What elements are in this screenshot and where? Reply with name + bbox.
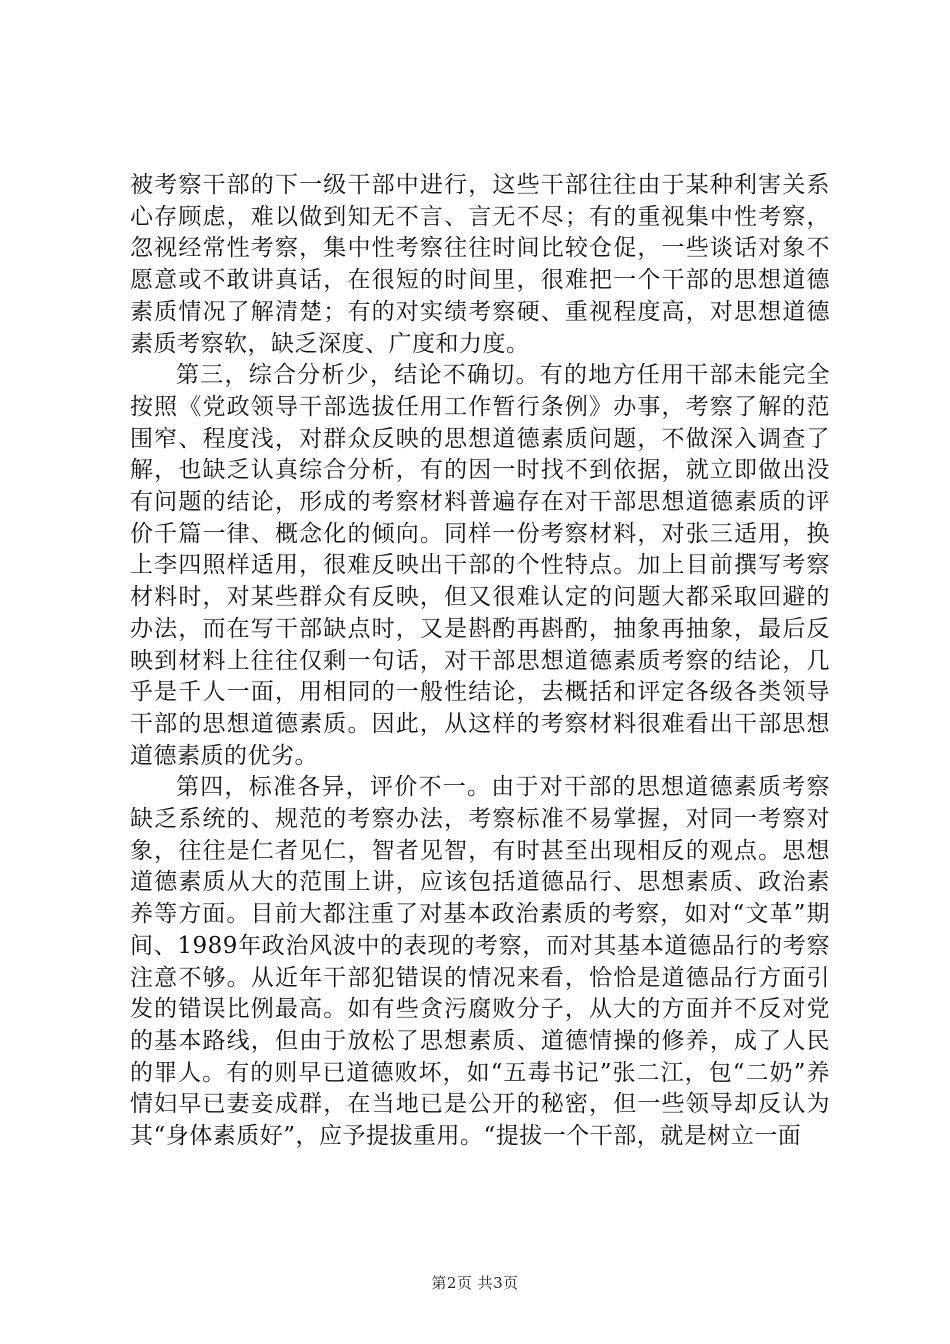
document-body (130, 170, 830, 1153)
paragraph-continuation: 被考察干部的下一级干部中进行，这些干部往往由于某种利害关系心存顾虑，难以做到知无不言、言无不尽；有的重视集中性考察，忽视经常性考察，集中性考察往往时间比较仓促，一些谈话对象不愿意或不敢讲真话，在很短的时间里，很难把一个干部的思想道德素质情况了解清楚；有的对实绩考察硬、重视程度高，对思想道德素质考察软，缺乏深度、广度和力度。 (130, 172, 830, 357)
paragraph-third-point: 第三，综合分析少，结论不确切。有的地方任用干部未能完全按照《党政领导干部选拔任用工作暂行条例》办事，考察了解的范围窄、程度浅，对群众反映的思想道德素质问题，不做深入调查了解，也缺乏认真综合分析，有的因一时找不到依据，就立即做出没有问题的结论，形成的考察材料普遍存在对干部思想道德素质的评价千篇一律、概念化的倾向。同样一份考察材料，对张三适用，换上李四照样适用，很难反映出干部的个性特点。加上目前撰写考察材料时，对某些群众有反映，但又很难认定的问题大都采取回避的办法，而在写干部缺点时，又是斟酌再斟酌，抽象再抽象，最后反映到材料上往往仅剩一句话，对干部思想道德素质考察的结论，几乎是千人一面，用相同的一般性结论，去概括和评定各级各类领导干部的思想道德素质。因此，从这样的考察材料很难看出干部思想道德素质的优劣。 (130, 362, 830, 769)
paragraph-fourth-point: 第四，标准各异，评价不一。由于对干部的思想道德素质考察缺乏系统的、规范的考察办法，考察标准不易掌握，对同一考察对象，往往是仁者见仁，智者见智，有时甚至出现相反的观点。思想道德素质从大的范围上讲，应该包括道德品行、思想素质、政治素养等方面。目前大都注重了对基本政治素质的考察，如对“文革”期间、1989年政治风波中的表现的考察，而对其基本道德品行的考察注意不够。从近年干部犯错误的情况来看，恰恰是道德品行方面引发的错误比例最高。如有些贪污腐败分子，从大的方面并不反对党的基本路线，但由于放松了思想素质、道德情操的修养，成了人民的罪人。有的则早已道德败坏，如“五毒书记”张二江，包“二奶”养情妇早已妻妾成群，在当地已是公开的秘密，但一些领导却反认为其“身体素质好”，应予提拔重用。“提拔一个干部，就是树立一面 (130, 774, 830, 1150)
page-number-footer: 第2页 共3页 (431, 1274, 519, 1292)
